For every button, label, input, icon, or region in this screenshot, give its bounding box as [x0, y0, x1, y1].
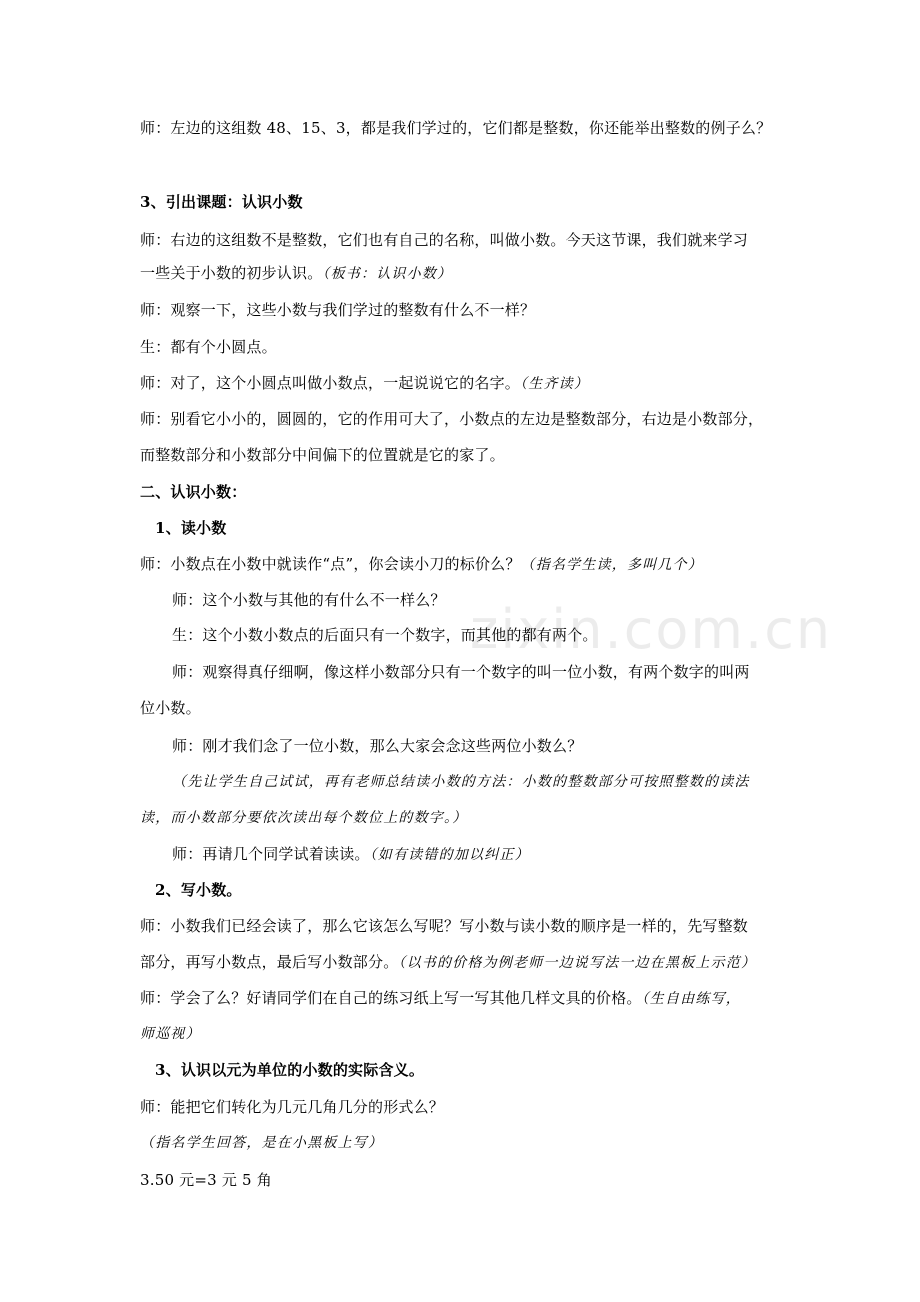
- text-line: [140, 554, 703, 575]
- text-line: 师：别看它小小的，圆圆的，它的作用可大了，小数点的左边是整数部分，右边是小数部分，: [140, 410, 764, 428]
- text-line: [140, 263, 452, 284]
- text-line: 生：这个小数小数点的后面只有一个数字，而其他的都有两个。: [172, 626, 598, 644]
- text-span: 师：对了，这个小圆点叫做小数点，一起说说它的名字。: [140, 374, 521, 392]
- text-line: 师：左边的这组数 48、15、3，都是我们学过的，它们都是整数，你还能举出整数的例子么？: [140, 119, 772, 137]
- text-line: 3.50 元=3 元 5 角: [140, 1171, 272, 1189]
- note-span: （指名学生读，多叫几个）: [520, 557, 703, 573]
- text-line: 师：小数我们已经会读了，那么它该怎么写呢？写小数与读小数的顺序是一样的，先写整数: [140, 917, 749, 935]
- note-span: （生自由练写，: [641, 991, 742, 1007]
- note-line: 读，而小数部分要依次读出每个数位上的数字。）: [140, 810, 468, 826]
- subsection-heading: 3、认识以元为单位的小数的实际含义。: [155, 1061, 425, 1079]
- text-line: 师：观察得真仔细啊，像这样小数部分只有一个数字的叫一位小数，有两个数字的叫两: [172, 663, 750, 681]
- text-line: [140, 988, 741, 1009]
- text-line: 生：都有个小圆点。: [140, 338, 277, 356]
- text-line: 师：右边的这组数不是整数，它们也有自己的名称，叫做小数。今天这节课，我们就来学习: [140, 231, 749, 249]
- text-line: 师：观察一下，这些小数与我们学过的整数有什么不一样？: [140, 301, 536, 319]
- text-span: 师：小数点在小数中就读作“点”，你会读小刀的标价么？: [140, 555, 521, 573]
- text-line: 而整数部分和小数部分中间偏下的位置就是它的家了。: [140, 446, 505, 464]
- text-line: [140, 952, 756, 973]
- note-span: （板书：认识小数）: [322, 266, 453, 282]
- note-span: （生齐读）: [520, 376, 590, 392]
- section-heading: 二、认识小数：: [140, 483, 247, 501]
- text-line: 师：这个小数与其他的有什么不一样么？: [172, 591, 446, 609]
- text-span: 师：再请几个同学试着读读。: [172, 845, 370, 863]
- note-span: （以书的价格为例老师一边说写法一边在黑板上示范）: [398, 955, 757, 971]
- note-line: （指名学生回答，是在小黑板上写）: [140, 1135, 384, 1151]
- text-line: 师：刚才我们念了一位小数，那么大家会念这些两位小数么？: [172, 737, 583, 755]
- text-span: 部分，再写小数点，最后写小数部分。: [140, 953, 399, 971]
- subsection-heading: 1、读小数: [155, 519, 227, 537]
- note-span: （如有读错的加以纠正）: [369, 847, 530, 863]
- note-line: 师巡视）: [140, 1026, 201, 1042]
- text-span: 一些关于小数的初步认识。: [140, 264, 323, 282]
- text-line: [172, 844, 530, 865]
- text-span: 师：学会了么？好请同学们在自己的练习纸上写一写其他几样文具的价格。: [140, 989, 642, 1007]
- text-line: 位小数。: [140, 699, 201, 717]
- watermark: zixin.com.cn: [470, 598, 833, 661]
- text-line: 师：能把它们转化为几元几角几分的形式么？: [140, 1098, 445, 1116]
- note-line: （先让学生自己试试，再有老师总结读小数的方法：小数的整数部分可按照整数的读法: [172, 774, 750, 790]
- subsection-heading: 2、写小数。: [155, 881, 242, 899]
- section-heading: 3、引出课题：认识小数: [140, 193, 303, 211]
- text-line: [140, 373, 589, 394]
